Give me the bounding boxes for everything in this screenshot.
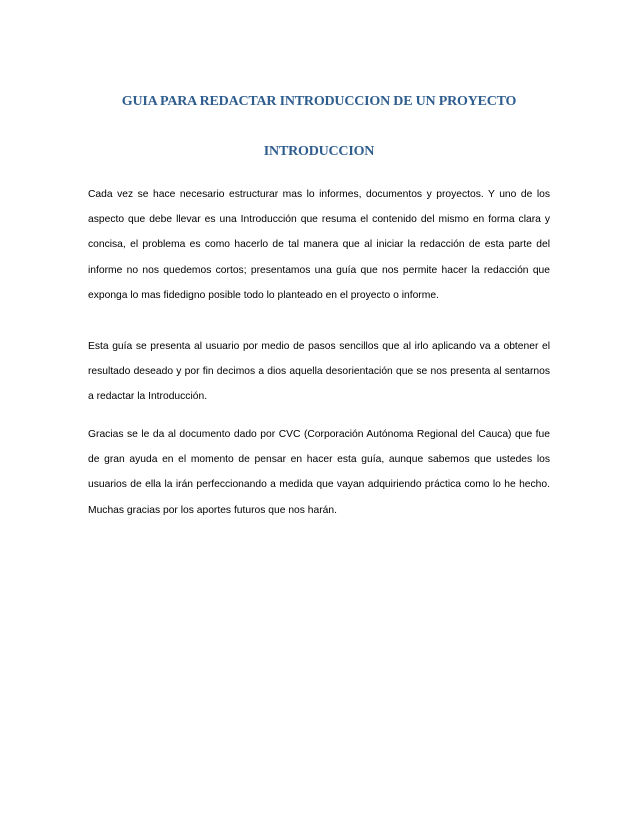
paragraph-intro: Cada vez se hace necesario estructurar mas lo informes, documentos y proyectos. Y uno de los aspecto que debe llevar es una Introducción que resuma el contenido del mismo en forma clara y concisa, el problema es como hacerlo de tal manera que al iniciar la redacción de esta parte del informe no nos quedemos cortos; presentamos una guía que nos permite hacer la redacción que exponga lo mas fidedigno posible todo lo planteado en el proyecto o informe.: [88, 189, 550, 301]
paragraph-acknowledgements: Gracias se le da al documento dado por CVC (Corporación Autónoma Regional del Cauca) que fue de gran ayuda en el momento de pensar en hacer esta guía, aunque sabemos que ustedes los usuarios de ella la irán perfeccionando a medida que vayan adquiriendo práctica como lo he hecho. Muchas gracias por los aportes futuros que nos harán.: [88, 429, 550, 516]
paragraph-guide-usage: Esta guía se presenta al usuario por medio de pasos sencillos que al irlo aplicando va a obtener el resultado deseado y por fin decimos a dios aquella desorientación que se nos presenta al sentarnos a redactar la Introducción.: [88, 341, 550, 403]
section-heading: INTRODUCCION: [263, 144, 375, 159]
document-title: GUIA PARA REDACTAR INTRODUCCION DE UN PROYECTO: [121, 94, 517, 109]
